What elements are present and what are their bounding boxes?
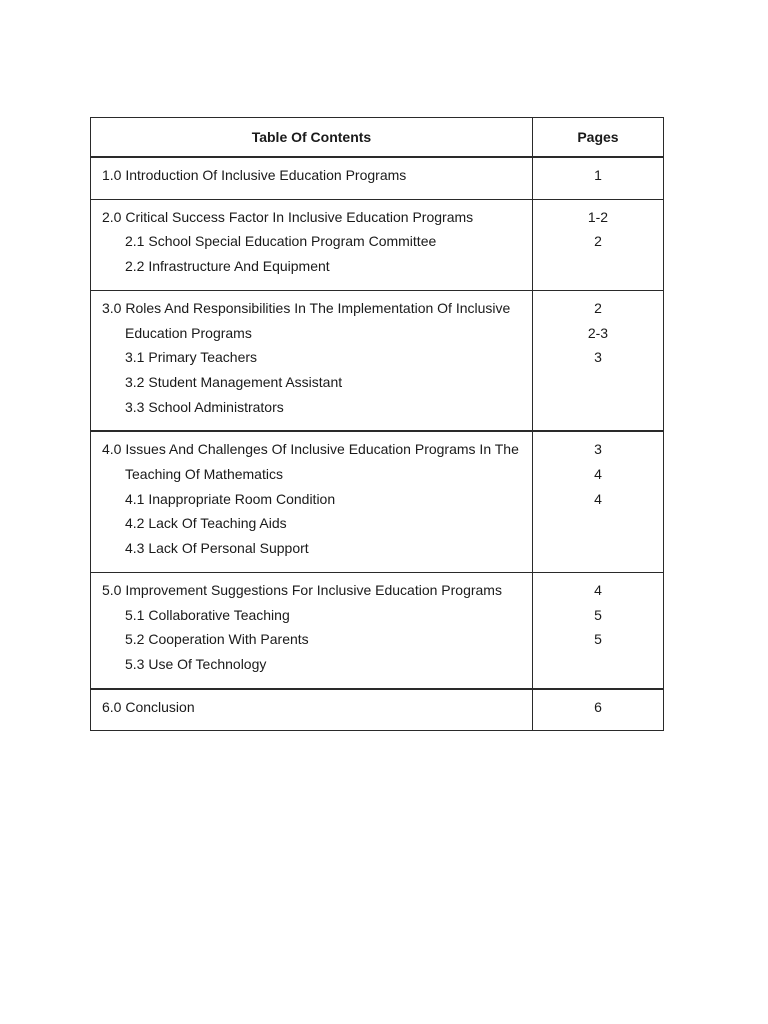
toc-page-number: 1-2 bbox=[587, 208, 609, 225]
toc-section-3-entries bbox=[91, 290, 533, 431]
toc-page-number: 5 bbox=[594, 606, 602, 623]
toc-page-number: 4 bbox=[594, 581, 602, 598]
toc-section-4-pages bbox=[532, 431, 663, 572]
toc-page-number: 1 bbox=[594, 167, 602, 183]
toc-page-number: 6 bbox=[594, 698, 602, 715]
toc-subentry-title[interactable]: 4.1 Inappropriate Room Condition bbox=[125, 490, 336, 507]
toc-title-heading: Table Of Contents bbox=[91, 118, 533, 158]
toc-page-number: 3 bbox=[594, 441, 602, 458]
toc-entry-title[interactable]: 2.0 Critical Success Factor In Inclusive Education Programs bbox=[102, 208, 474, 225]
toc-header bbox=[91, 118, 664, 158]
toc-section-2-entries bbox=[91, 199, 533, 290]
toc-subentry-title[interactable]: 2.1 School Special Education Program Committee bbox=[125, 233, 437, 250]
toc-section-1 bbox=[91, 157, 664, 199]
toc-page-number: 2-3 bbox=[587, 324, 609, 341]
toc-section-5-pages bbox=[532, 572, 663, 688]
toc-page-number: 2 bbox=[594, 233, 602, 250]
toc-section-6 bbox=[91, 689, 664, 731]
toc-subentry-title[interactable]: 4.3 Lack Of Personal Support bbox=[125, 540, 309, 557]
toc-subentry-title[interactable]: 5.3 Use Of Technology bbox=[125, 655, 267, 672]
toc-section-6-entries bbox=[91, 689, 533, 731]
table-of-contents bbox=[90, 117, 664, 731]
toc-page-number: 2 bbox=[594, 299, 602, 316]
toc-subentry-title[interactable]: 2.2 Infrastructure And Equipment bbox=[125, 258, 330, 275]
toc-page-number: 5 bbox=[594, 631, 602, 648]
toc-section-3 bbox=[91, 290, 664, 431]
toc-section-3-pages bbox=[532, 290, 663, 431]
toc-entry-title-continued[interactable]: Teaching Of Mathematics bbox=[125, 466, 283, 483]
toc-entry-title-continued[interactable]: Education Programs bbox=[125, 324, 252, 341]
toc-page-number: 4 bbox=[594, 490, 602, 507]
toc-page-number: 4 bbox=[594, 466, 602, 483]
toc-entry-title[interactable]: 5.0 Improvement Suggestions For Inclusive Education Programs bbox=[102, 581, 502, 598]
toc-subentry-title[interactable]: 5.1 Collaborative Teaching bbox=[125, 606, 290, 623]
toc-section-4 bbox=[91, 431, 664, 572]
toc-section-1-entries bbox=[91, 157, 533, 199]
toc-entry-title[interactable]: 1.0 Introduction Of Inclusive Education Programs bbox=[102, 167, 407, 183]
toc-pages-heading: Pages bbox=[532, 118, 663, 158]
toc-section-5 bbox=[91, 572, 664, 688]
toc-section-1-pages bbox=[532, 157, 663, 199]
toc-section-4-entries bbox=[91, 431, 533, 572]
toc-section-6-pages bbox=[532, 689, 663, 731]
toc-header-row bbox=[91, 118, 664, 158]
toc-body bbox=[91, 157, 664, 731]
toc-subentry-title[interactable]: 4.2 Lack Of Teaching Aids bbox=[125, 515, 287, 532]
toc-section-2 bbox=[91, 199, 664, 290]
toc-subentry-title[interactable]: 5.2 Cooperation With Parents bbox=[125, 631, 309, 648]
toc-subentry-title[interactable]: 3.1 Primary Teachers bbox=[125, 349, 258, 366]
toc-page-number: 3 bbox=[594, 349, 602, 366]
toc-subentry-title[interactable]: 3.3 School Administrators bbox=[125, 398, 284, 415]
toc-entry-title[interactable]: 6.0 Conclusion bbox=[102, 698, 195, 715]
toc-subentry-title[interactable]: 3.2 Student Management Assistant bbox=[125, 373, 343, 390]
toc-section-5-entries bbox=[91, 572, 533, 688]
toc-entry-title[interactable]: 4.0 Issues And Challenges Of Inclusive Education Programs In The bbox=[102, 441, 519, 458]
toc-entry-title[interactable]: 3.0 Roles And Responsibilities In The Implementation Of Inclusive bbox=[102, 299, 511, 316]
toc-section-2-pages bbox=[532, 199, 663, 290]
